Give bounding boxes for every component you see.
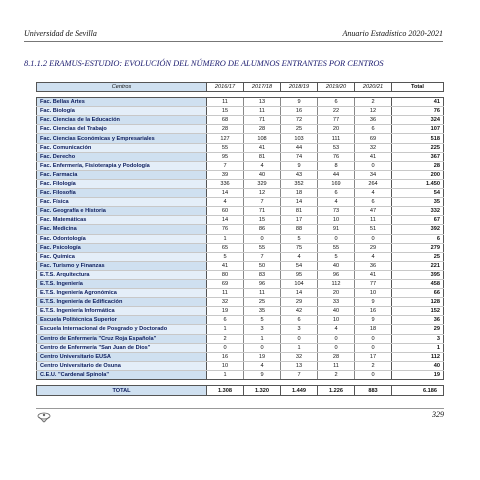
table-row [37, 252, 444, 261]
total-cell: 1.449 [281, 386, 318, 396]
year-value-cell: 95 [207, 152, 244, 161]
centro-name: Centro de Enfermería "Cruz Roja Española" [37, 334, 207, 343]
centro-name: Fac. Psicología [37, 243, 207, 252]
centro-name: Fac. Odontología [37, 234, 207, 243]
year-value-cell: 10 [355, 289, 392, 298]
year-value-cell: 77 [318, 116, 355, 125]
col-header-year: 2017/18 [244, 83, 281, 92]
year-value-cell: 17 [281, 216, 318, 225]
table-row [37, 134, 444, 143]
row-total-cell: 67 [392, 216, 444, 225]
table-row [37, 189, 444, 198]
year-value-cell: 41 [207, 261, 244, 270]
year-value-cell: 44 [318, 170, 355, 179]
page-number: 329 [432, 410, 444, 419]
year-value-cell: 69 [355, 134, 392, 143]
centro-name: Fac. Geografía e Historia [37, 207, 207, 216]
table-row [37, 152, 444, 161]
year-value-cell: 65 [207, 243, 244, 252]
year-value-cell: 2 [355, 361, 392, 370]
row-total-cell: 152 [392, 307, 444, 316]
year-value-cell: 9 [355, 316, 392, 325]
year-value-cell: 44 [281, 143, 318, 152]
total-cell: 883 [355, 386, 392, 396]
year-value-cell: 41 [355, 152, 392, 161]
row-total-cell: 392 [392, 225, 444, 234]
year-value-cell: 13 [281, 361, 318, 370]
year-value-cell: 75 [281, 243, 318, 252]
year-value-cell: 0 [244, 343, 281, 352]
year-value-cell: 0 [355, 343, 392, 352]
year-value-cell: 80 [207, 270, 244, 279]
row-total-cell: 279 [392, 243, 444, 252]
year-value-cell: 4 [355, 189, 392, 198]
table-row [37, 107, 444, 116]
centro-name: C.E.U. "Cardenal Spínola" [37, 370, 207, 379]
year-value-cell: 1 [207, 234, 244, 243]
year-value-cell: 4 [244, 161, 281, 170]
year-value-cell: 5 [281, 234, 318, 243]
year-value-cell: 15 [244, 216, 281, 225]
year-value-cell: 0 [355, 234, 392, 243]
year-value-cell: 3 [281, 325, 318, 334]
year-value-cell: 14 [207, 189, 244, 198]
row-total-cell: 1.450 [392, 179, 444, 188]
year-value-cell: 4 [355, 252, 392, 261]
table-row [37, 298, 444, 307]
footer-divider [36, 408, 444, 409]
row-total-cell: 36 [392, 316, 444, 325]
year-value-cell: 19 [244, 352, 281, 361]
header-yearbook: Anuario Estadístico 2020-2021 [342, 29, 443, 38]
col-header-year: 2018/19 [281, 83, 318, 92]
total-cell: 1.320 [244, 386, 281, 396]
year-value-cell: 53 [318, 143, 355, 152]
year-value-cell: 0 [355, 161, 392, 170]
year-value-cell: 0 [281, 334, 318, 343]
year-value-cell: 11 [207, 98, 244, 107]
centro-name: Fac. Enfermería, Fisioterapia y Podología [37, 161, 207, 170]
year-value-cell: 4 [318, 325, 355, 334]
year-value-cell: 1 [281, 343, 318, 352]
year-value-cell: 20 [318, 289, 355, 298]
year-value-cell: 81 [281, 207, 318, 216]
year-value-cell: 1 [244, 334, 281, 343]
year-value-cell: 55 [207, 143, 244, 152]
centro-name: Fac. Filología [37, 179, 207, 188]
year-value-cell: 95 [281, 270, 318, 279]
col-header-centros: Centros [37, 83, 207, 92]
row-total-cell: 76 [392, 107, 444, 116]
centro-name: E.T.S. Ingeniería de Edificación [37, 298, 207, 307]
year-value-cell: 11 [244, 107, 281, 116]
year-value-cell: 16 [207, 352, 244, 361]
row-total-cell: 3 [392, 334, 444, 343]
year-value-cell: 1 [207, 325, 244, 334]
year-value-cell: 28 [318, 352, 355, 361]
table-header-row [37, 83, 444, 92]
year-value-cell: 74 [281, 152, 318, 161]
table-row [37, 361, 444, 370]
year-value-cell: 9 [355, 298, 392, 307]
year-value-cell: 14 [281, 198, 318, 207]
col-header-total: Total [392, 83, 444, 92]
table-row [37, 261, 444, 270]
erasmus-table [36, 82, 444, 396]
table-row [37, 325, 444, 334]
year-value-cell: 11 [207, 289, 244, 298]
year-value-cell: 4 [281, 252, 318, 261]
year-value-cell: 33 [318, 298, 355, 307]
table-row [37, 179, 444, 188]
table-row [37, 198, 444, 207]
col-header-year: 2016/17 [207, 83, 244, 92]
row-total-cell: 518 [392, 134, 444, 143]
row-total-cell: 112 [392, 352, 444, 361]
centro-name: Fac. Matemáticas [37, 216, 207, 225]
year-value-cell: 6 [318, 189, 355, 198]
year-value-cell: 76 [207, 225, 244, 234]
year-value-cell: 13 [244, 98, 281, 107]
year-value-cell: 10 [318, 216, 355, 225]
table-row [37, 116, 444, 125]
year-value-cell: 12 [244, 189, 281, 198]
year-value-cell: 68 [207, 116, 244, 125]
row-total-cell: 41 [392, 98, 444, 107]
year-value-cell: 18 [281, 189, 318, 198]
page-header [24, 27, 443, 42]
university-seal-icon [36, 411, 52, 425]
centro-name: Fac. Bellas Artes [37, 98, 207, 107]
year-value-cell: 11 [244, 289, 281, 298]
year-value-cell: 43 [281, 170, 318, 179]
year-value-cell: 10 [318, 316, 355, 325]
centro-name: Fac. Filosofía [37, 189, 207, 198]
header-institution: Universidad de Sevilla [24, 29, 97, 38]
year-value-cell: 17 [355, 352, 392, 361]
year-value-cell: 6 [207, 316, 244, 325]
centro-name: E.T.S. Ingeniería Agronómica [37, 289, 207, 298]
year-value-cell: 2 [355, 98, 392, 107]
year-value-cell: 40 [318, 261, 355, 270]
col-header-year: 2019/20 [318, 83, 355, 92]
year-value-cell: 169 [318, 179, 355, 188]
year-value-cell: 35 [244, 307, 281, 316]
total-label: TOTAL [37, 386, 207, 396]
row-total-cell: 221 [392, 261, 444, 270]
year-value-cell: 6 [318, 98, 355, 107]
year-value-cell: 6 [355, 198, 392, 207]
year-value-cell: 54 [281, 261, 318, 270]
year-value-cell: 40 [244, 170, 281, 179]
row-total-cell: 54 [392, 189, 444, 198]
year-value-cell: 108 [244, 134, 281, 143]
table-row [37, 370, 444, 379]
year-value-cell: 34 [355, 170, 392, 179]
year-value-cell: 112 [318, 279, 355, 288]
year-value-cell: 4 [244, 361, 281, 370]
centro-name: Centro Universitario EUSA [37, 352, 207, 361]
year-value-cell: 69 [207, 279, 244, 288]
year-value-cell: 7 [244, 252, 281, 261]
year-value-cell: 0 [244, 234, 281, 243]
year-value-cell: 39 [207, 170, 244, 179]
table-row [37, 289, 444, 298]
year-value-cell: 19 [207, 307, 244, 316]
year-value-cell: 4 [207, 198, 244, 207]
total-cell: 1.308 [207, 386, 244, 396]
row-total-cell: 225 [392, 143, 444, 152]
table-row [37, 225, 444, 234]
year-value-cell: 9 [281, 161, 318, 170]
year-value-cell: 4 [318, 198, 355, 207]
year-value-cell: 86 [244, 225, 281, 234]
row-total-cell: 395 [392, 270, 444, 279]
year-value-cell: 32 [355, 143, 392, 152]
row-total-cell: 324 [392, 116, 444, 125]
centro-name: Escuela Internacional de Posgrado y Doctorado [37, 325, 207, 334]
row-total-cell: 458 [392, 279, 444, 288]
year-value-cell: 76 [318, 152, 355, 161]
year-value-cell: 47 [355, 207, 392, 216]
table-row [37, 234, 444, 243]
table-row [37, 216, 444, 225]
row-total-cell: 1 [392, 343, 444, 352]
year-value-cell: 81 [244, 152, 281, 161]
year-value-cell: 329 [244, 179, 281, 188]
row-total-cell: 35 [392, 198, 444, 207]
year-value-cell: 25 [244, 298, 281, 307]
year-value-cell: 111 [318, 134, 355, 143]
year-value-cell: 72 [281, 116, 318, 125]
year-value-cell: 14 [281, 289, 318, 298]
row-total-cell: 200 [392, 170, 444, 179]
year-value-cell: 7 [207, 161, 244, 170]
table-row [37, 352, 444, 361]
table-row [37, 243, 444, 252]
section-title: 8.1.1.2 ERAMUS-ESTUDIO: EVOLUCIÓN DEL NÚMERO DE ALUMNOS ENTRANTES POR CENTROS [24, 59, 384, 68]
centro-name: Fac. Farmacia [37, 170, 207, 179]
centro-name: Fac. Biología [37, 107, 207, 116]
table-row [37, 270, 444, 279]
year-value-cell: 29 [355, 243, 392, 252]
year-value-cell: 7 [281, 370, 318, 379]
year-value-cell: 6 [355, 125, 392, 134]
year-value-cell: 42 [281, 307, 318, 316]
year-value-cell: 0 [318, 334, 355, 343]
centro-name: Fac. Turismo y Finanzas [37, 261, 207, 270]
table-row [37, 279, 444, 288]
row-total-cell: 25 [392, 252, 444, 261]
year-value-cell: 14 [207, 216, 244, 225]
year-value-cell: 127 [207, 134, 244, 143]
year-value-cell: 5 [244, 316, 281, 325]
table-row [37, 307, 444, 316]
year-value-cell: 16 [281, 107, 318, 116]
centro-name: Fac. Ciencias de la Educación [37, 116, 207, 125]
year-value-cell: 25 [281, 125, 318, 134]
year-value-cell: 104 [281, 279, 318, 288]
year-value-cell: 20 [318, 125, 355, 134]
year-value-cell: 22 [318, 107, 355, 116]
centro-name: Fac. Química [37, 252, 207, 261]
year-value-cell: 0 [318, 234, 355, 243]
row-total-cell: 66 [392, 289, 444, 298]
year-value-cell: 71 [244, 116, 281, 125]
total-row [37, 386, 444, 396]
row-total-cell: 6 [392, 234, 444, 243]
year-value-cell: 88 [281, 225, 318, 234]
year-value-cell: 7 [244, 198, 281, 207]
year-value-cell: 352 [281, 179, 318, 188]
year-value-cell: 0 [318, 343, 355, 352]
year-value-cell: 0 [355, 370, 392, 379]
year-value-cell: 1 [207, 370, 244, 379]
year-value-cell: 0 [355, 334, 392, 343]
year-value-cell: 77 [355, 279, 392, 288]
year-value-cell: 9 [281, 98, 318, 107]
year-value-cell: 36 [355, 261, 392, 270]
year-value-cell: 91 [318, 225, 355, 234]
year-value-cell: 73 [318, 207, 355, 216]
year-value-cell: 5 [318, 252, 355, 261]
year-value-cell: 11 [355, 216, 392, 225]
centro-name: Escuela Politécnica Superior [37, 316, 207, 325]
year-value-cell: 51 [355, 225, 392, 234]
centro-name: E.T.S. Ingeniería [37, 279, 207, 288]
year-value-cell: 96 [244, 279, 281, 288]
year-value-cell: 336 [207, 179, 244, 188]
centro-name: Fac. Derecho [37, 152, 207, 161]
year-value-cell: 60 [207, 207, 244, 216]
year-value-cell: 41 [244, 143, 281, 152]
year-value-cell: 32 [281, 352, 318, 361]
table-row [37, 98, 444, 107]
year-value-cell: 12 [355, 107, 392, 116]
centro-name: Fac. Ciencias Económicas y Empresariales [37, 134, 207, 143]
year-value-cell: 50 [244, 261, 281, 270]
table-row [37, 334, 444, 343]
grand-total-cell: 6.186 [392, 386, 444, 396]
table-row [37, 207, 444, 216]
table-row [37, 170, 444, 179]
year-value-cell: 32 [207, 298, 244, 307]
year-value-cell: 55 [318, 243, 355, 252]
year-value-cell: 2 [318, 370, 355, 379]
row-total-cell: 332 [392, 207, 444, 216]
year-value-cell: 0 [207, 343, 244, 352]
centro-name: E.T.S. Ingeniería Informática [37, 307, 207, 316]
year-value-cell: 11 [318, 361, 355, 370]
year-value-cell: 2 [207, 334, 244, 343]
centro-name: Fac. Comunicación [37, 143, 207, 152]
year-value-cell: 3 [244, 325, 281, 334]
year-value-cell: 28 [207, 125, 244, 134]
year-value-cell: 16 [355, 307, 392, 316]
centro-name: Fac. Física [37, 198, 207, 207]
year-value-cell: 83 [244, 270, 281, 279]
table-row [37, 161, 444, 170]
table-row [37, 316, 444, 325]
year-value-cell: 28 [244, 125, 281, 134]
table-row [37, 343, 444, 352]
year-value-cell: 10 [207, 361, 244, 370]
year-value-cell: 8 [318, 161, 355, 170]
row-total-cell: 128 [392, 298, 444, 307]
centro-name: Centro Universitario de Osuna [37, 361, 207, 370]
row-total-cell: 367 [392, 152, 444, 161]
year-value-cell: 41 [355, 270, 392, 279]
centro-name: Fac. Ciencias del Trabajo [37, 125, 207, 134]
year-value-cell: 15 [207, 107, 244, 116]
year-value-cell: 55 [244, 243, 281, 252]
year-value-cell: 40 [318, 307, 355, 316]
row-total-cell: 107 [392, 125, 444, 134]
centro-name: Fac. Medicina [37, 225, 207, 234]
year-value-cell: 6 [281, 316, 318, 325]
year-value-cell: 36 [355, 116, 392, 125]
table-row [37, 125, 444, 134]
year-value-cell: 71 [244, 207, 281, 216]
col-header-year: 2020/21 [355, 83, 392, 92]
row-total-cell: 19 [392, 370, 444, 379]
year-value-cell: 9 [244, 370, 281, 379]
year-value-cell: 5 [207, 252, 244, 261]
total-cell: 1.226 [318, 386, 355, 396]
centro-name: E.T.S. Arquitectura [37, 270, 207, 279]
centro-name: Centro de Enfermería "San Juan de Dios" [37, 343, 207, 352]
row-total-cell: 29 [392, 325, 444, 334]
row-total-cell: 28 [392, 161, 444, 170]
year-value-cell: 18 [355, 325, 392, 334]
year-value-cell: 264 [355, 179, 392, 188]
row-total-cell: 40 [392, 361, 444, 370]
year-value-cell: 96 [318, 270, 355, 279]
year-value-cell: 103 [281, 134, 318, 143]
year-value-cell: 29 [281, 298, 318, 307]
table-row [37, 143, 444, 152]
